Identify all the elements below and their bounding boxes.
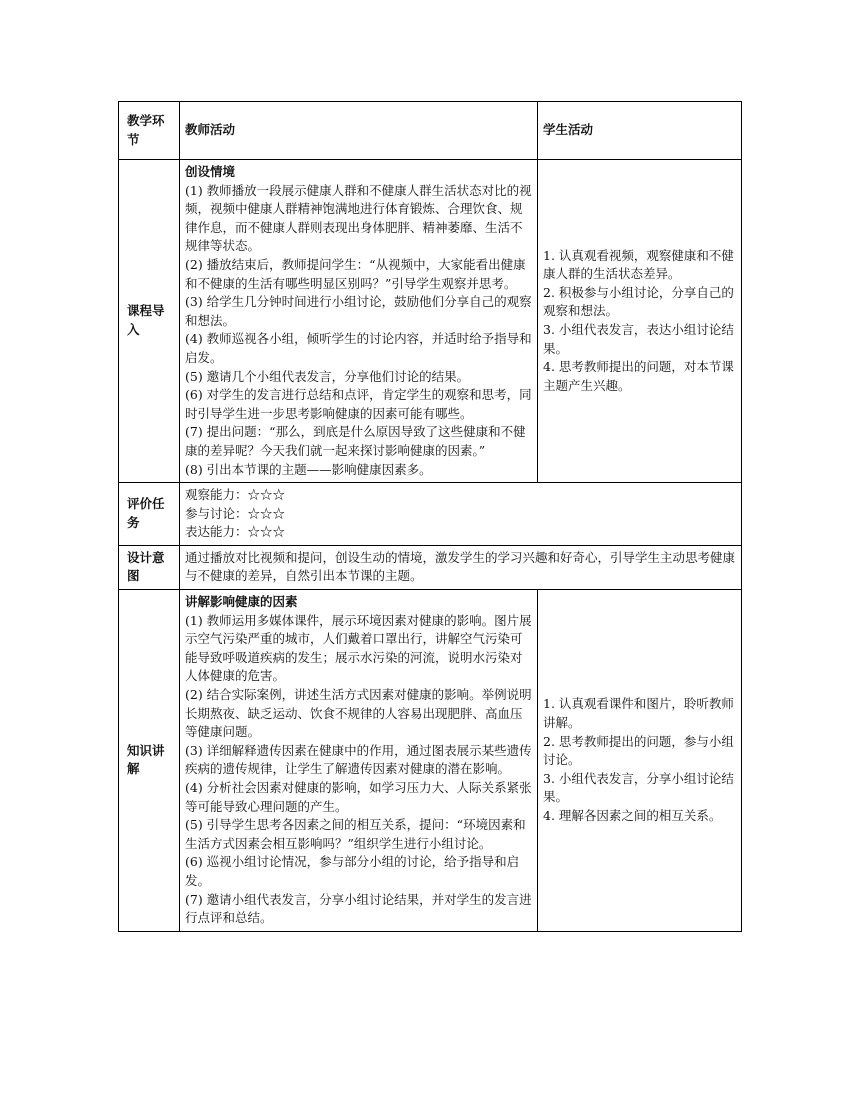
intro-teacher-item: (4) 教师巡视各小组，倾听学生的讨论内容，并适时给予指导和启发。 [185, 331, 532, 365]
knowledge-student-item: 4. 理解各因素之间的相互关系。 [543, 807, 722, 823]
intro-row [119, 160, 742, 483]
intro-teacher-item: (6) 对学生的发言进行总结和点评，肯定学生的观察和思考，同时引导学生进一步思考影响健康的因素可能有哪些。 [185, 387, 532, 421]
intro-student-item: 4. 思考教师提出的问题，对本节课主题产生兴趣。 [543, 359, 734, 393]
knowledge-row [119, 590, 742, 932]
intro-stage: 课程导入 [119, 160, 180, 483]
intro-student-item: 3. 小组代表发言，表达小组讨论结果。 [543, 322, 734, 356]
knowledge-teacher-item: (7) 邀请小组代表发言，分享小组讨论结果，并对学生的发言进行点评和总结。 [185, 891, 532, 926]
knowledge-student-cell [538, 590, 742, 932]
intro-teacher-cell [180, 160, 538, 483]
knowledge-teacher-item: (4) 分析社会因素对健康的影响，如学习压力大、人际关系紧张等可能导致心理问题的产生。 [185, 780, 532, 814]
intro-teacher-item: (7) 提出问题：“那么，到底是什么原因导致了这些健康和不健康的差异呢？今天我们就一起来探讨影响健康的因素。” [185, 424, 526, 458]
intro-student-cell [538, 160, 742, 483]
knowledge-title: 讲解影响健康的因素 [185, 594, 298, 610]
knowledge-student-item: 1. 认真观看课件和图片，聆听教师讲解。 [543, 696, 734, 730]
design-cell [180, 545, 742, 589]
evaluation-row [119, 483, 742, 546]
evaluation-item: 参与讨论：☆☆☆ [185, 505, 286, 521]
knowledge-teacher-cell [180, 590, 538, 932]
intro-teacher-item: (2) 播放结束后，教师提问学生：“从视频中，大家能看出健康和不健康的生活有哪些明显区别吗？”引导学生观察并思考。 [185, 256, 526, 291]
knowledge-teacher-item: (3) 详细解释遗传因素在健康中的作用，通过图表展示某些遗传疾病的遗传规律，让学生了解遗传因素对健康的潜在影响。 [185, 742, 532, 777]
knowledge-student-item: 3. 小组代表发言，分享小组讨论结果。 [543, 770, 734, 805]
evaluation-item: 表达能力：☆☆☆ [185, 524, 286, 540]
header-teacher: 教师活动 [180, 102, 538, 160]
design-row [119, 545, 742, 589]
knowledge-teacher-item: (2) 结合实际案例，讲述生活方式因素对健康的影响。举例说明长期熬夜、缺乏运动、饮食不规律的人容易出现肥胖、高血压等健康问题。 [185, 687, 532, 740]
knowledge-teacher-item: (5) 引导学生思考各因素之间的相互关系，提问：“环境因素和生活方式因素会相互影响吗？”组织学生进行小组讨论。 [185, 817, 526, 851]
header-student: 学生活动 [538, 102, 742, 160]
lesson-plan-table [118, 101, 742, 932]
intro-teacher-item: (8) 引出本节课的主题——影响健康因素多。 [185, 461, 432, 477]
intro-teacher-item: (5) 邀请几个小组代表发言，分享他们讨论的结果。 [185, 368, 470, 384]
intro-teacher-item: (3) 给学生几分钟时间进行小组讨论，鼓励他们分享自己的观察和想法。 [185, 294, 532, 328]
knowledge-student-item: 2. 思考教师提出的问题，参与小组讨论。 [543, 733, 734, 768]
evaluation-item: 观察能力：☆☆☆ [185, 487, 286, 503]
intro-teacher-item: (1) 教师播放一段展示健康人群和不健康人群生活状态对比的视频，视频中健康人群精神饱满地进行体育锻炼、合理饮食、规律作息，而不健康人群则表现出身体肥胖、精神萎靡、生活不规律等状态。 [185, 182, 532, 254]
knowledge-stage: 知识讲解 [119, 590, 180, 932]
design-stage: 设计意图 [119, 545, 180, 589]
intro-student-item: 1. 认真观看视频，观察健康和不健康人群的生活状态差异。 [543, 247, 734, 282]
header-stage: 教学环节 [119, 102, 180, 160]
header-row [119, 102, 742, 160]
evaluation-stage: 评价任务 [119, 483, 180, 546]
knowledge-teacher-item: (6) 巡视小组讨论情况，参与部分小组的讨论，给予指导和启发。 [185, 854, 520, 888]
design-text: 通过播放对比视频和提问，创设生动的情境，激发学生的学习兴趣和好奇心，引导学生主动思考健康与不健康的差异，自然引出本节课的主题。 [185, 549, 736, 584]
intro-title: 创设情境 [185, 164, 236, 179]
knowledge-teacher-item: (1) 教师运用多媒体课件，展示环境因素对健康的影响。图片展示空气污染严重的城市，人们戴着口罩出行，讲解空气污染可能导致呼吸道疾病的发生；展示水污染的河流，说明水污染对人体健康的危害。 [185, 612, 532, 684]
evaluation-cell [180, 483, 742, 546]
intro-student-item: 2. 积极参与小组讨论，分享自己的观察和想法。 [543, 284, 734, 319]
